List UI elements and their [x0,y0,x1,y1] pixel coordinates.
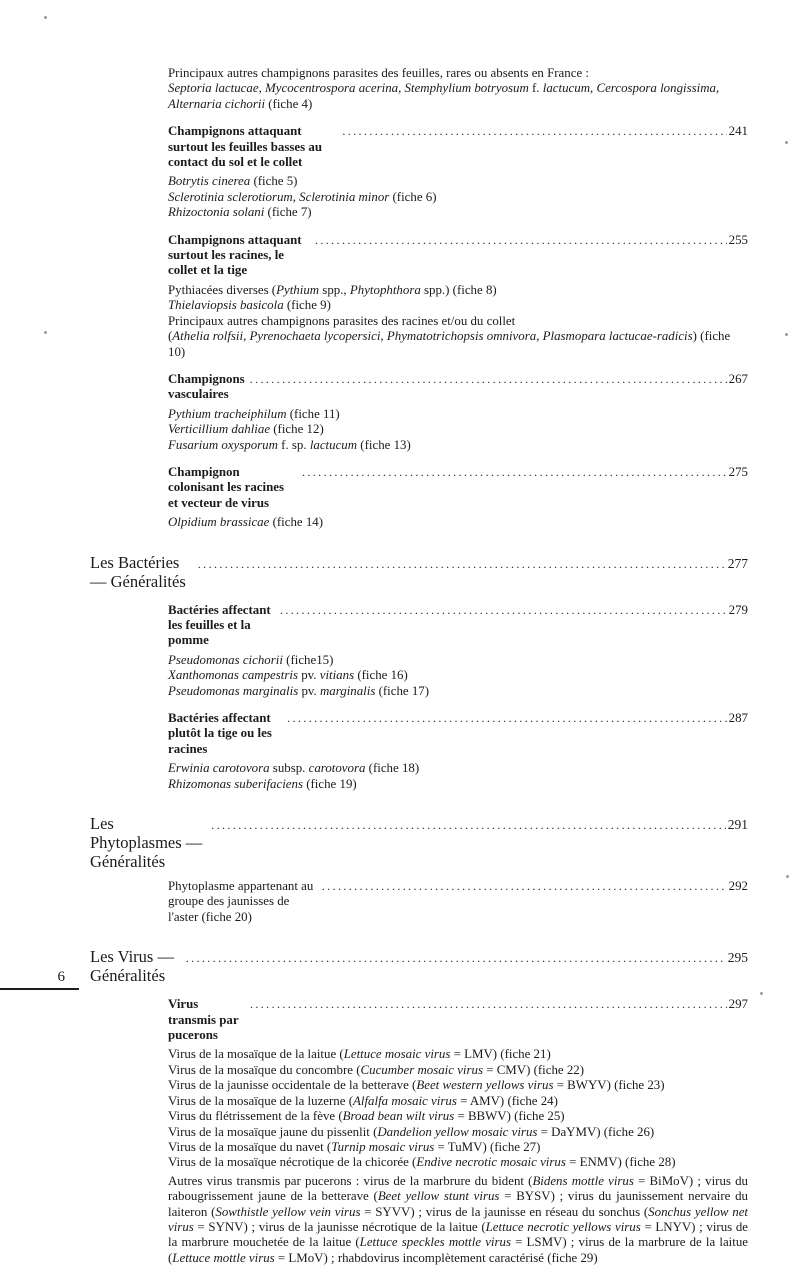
toc-entry [168,515,748,530]
toc-entry [168,298,748,313]
latin-name-italic: Septoria lactucae [168,81,259,96]
entry-text-run: f. [528,81,543,96]
toc-entry [168,777,748,792]
latin-name-italic: Erwinia carotovora [168,761,270,776]
entry-text [168,777,357,791]
entry-text-run: (fiche 6) [389,189,437,204]
toc-entry [168,761,748,776]
entry-text [168,1125,654,1139]
scan-speck [786,875,789,878]
toc-entry [168,1125,748,1140]
entry-text-run: = TuMV) (fiche 27) [434,1139,541,1154]
entry-text-run: (fiche15) [282,652,334,667]
toc-entry [168,314,748,329]
latin-name-italic: Rhizomonas suberifaciens [168,776,303,791]
scan-speck [760,992,763,995]
scan-speck [44,16,47,19]
latin-name-italic: Stemphylium botryosum [404,81,529,96]
entry-text-run: , [590,81,597,96]
dotted-leader [322,879,727,894]
entry-text-run: Phytoplasme appartenant au groupe des jaunisses de l'aster (fiche 20) [168,879,314,924]
latin-name-italic: Thielaviopsis basicola [168,298,284,313]
entry-text-run: = BYSV) ; virus du jaunissement nervaire du laiteron ( [168,1189,748,1219]
entry-text-run: = ENMV) (fiche 28) [565,1155,676,1170]
entry-text: Virus transmis par pucerons [168,997,239,1043]
entry-text-run: (fiche 9) [283,298,331,313]
toc-section-heading [90,553,748,591]
latin-name-italic: marginalis [319,683,376,698]
entry-text: Champignons attaquant surtout les racines, le collet et la tige [168,232,302,278]
entry-text-run: ) (fiche 10) [168,329,731,359]
dotted-leader [198,553,726,574]
entry-text [168,329,730,358]
entry-text-run: Principaux autres champignons parasites des racines et/ou du collet [168,313,516,328]
entry-text-run: = LMV) (fiche 21) [450,1047,551,1062]
toc-entry [168,1140,748,1155]
entry-text: Champignons vasculaires [168,371,245,402]
entry-text-run: , [243,329,250,344]
entry-text [168,653,333,667]
scan-speck [44,331,47,334]
toc-page-number: 291 [727,817,748,833]
latin-name-italic: Olpidium brassicae [168,515,270,530]
dotted-leader [287,711,727,726]
latin-name-italic: Turnip mosaic virus [331,1139,435,1154]
entry-text-run: Virus de la mosaïque du navet ( [168,1139,332,1154]
entry-text: Champignons attaquant surtout les feuilles basses au contact du sol et le collet [168,124,322,170]
entry-text [168,174,297,188]
latin-name-italic: Endive necrotic mosaic virus [416,1155,566,1170]
entry-text-run: f. sp. [277,437,310,452]
latin-name-italic: Phymatotrichopsis omnivora [386,329,537,344]
latin-name-italic: Cercospora longissima [596,81,716,96]
entry-text [168,81,719,110]
entry-text-run: Virus de la mosaïque jaune du pissenlit ( [168,1124,378,1139]
entry-text [168,205,312,219]
entry-text-run: , [715,81,720,96]
latin-name-italic: Plasmopara lactucae-radicis [542,329,693,344]
entry-text-run: pv. [298,683,320,698]
latin-name-italic: Pythium tracheiphilum [168,406,287,421]
latin-name-italic: Lettuce mottle virus [172,1250,275,1265]
entry-text-run: = SYVV) ; virus de la jaunisse en réseau du sonchus ( [360,1204,649,1219]
toc-entry [168,438,748,453]
entry-text-run: , [258,81,266,96]
latin-name-italic: Sclerotinia minor [299,189,390,204]
entry-text [168,684,429,698]
entry-text [168,1047,551,1061]
latin-name-italic: Sowthistle yellow vein virus [215,1204,361,1219]
latin-name-italic: Cucumber mosaic virus [360,1062,483,1077]
toc-page-number: 267 [728,371,748,386]
toc-page-number: 295 [727,950,748,966]
toc-sub-heading [168,711,748,757]
toc-entry [168,1078,748,1093]
toc-page-number: 255 [728,232,748,247]
toc-sub-heading [168,372,748,403]
dotted-leader [280,603,727,618]
entry-text [168,407,340,421]
latin-name-italic: Alternaria cichorii [168,96,266,111]
latin-name-italic: Broad bean wilt virus [342,1109,455,1124]
entry-text-run: (fiche 16) [354,668,408,683]
toc-sub-heading [168,124,748,170]
toc-entry [168,190,748,205]
toc-sub-heading [168,997,748,1043]
toc-entry [168,653,748,668]
entry-text-run: (fiche 19) [303,776,357,791]
latin-name-italic: Xanthomonas campestris [168,668,298,683]
entry-text-run: , [536,329,543,344]
latin-name-italic: lactucum [309,437,358,452]
toc-page-number: 287 [728,711,748,725]
entry-text-run: , [292,189,300,204]
latin-name-italic: Lettuce speckles mottle virus [359,1235,511,1250]
latin-name-italic: carotovora [308,761,366,776]
toc-entry [168,684,748,699]
latin-name-italic: Alfalfa mosaic virus [353,1093,457,1108]
entry-text-run: = BBWV) (fiche 25) [454,1109,565,1124]
entry-text-run: Virus de la mosaïque de la luzerne ( [168,1093,353,1108]
entry-text: Les Virus — Généralités [90,947,174,986]
entry-text: Bactéries affectant les feuilles et la pomme [168,602,271,648]
toc-entry [168,422,748,437]
entry-text [168,761,419,775]
toc-entry [168,1109,748,1124]
footer-page-number: 6 [0,969,79,990]
latin-name-italic: Botrytis cinerea [168,174,251,189]
entry-text [168,879,317,925]
toc-section-heading [90,814,748,871]
latin-name-italic: Sonchus yellow net virus [168,1204,749,1234]
latin-name-italic: Fusarium oxysporum [168,437,278,452]
latin-name-italic: Sclerotinia sclerotiorum [168,189,293,204]
entry-text-run: (fiche 11) [286,406,340,421]
entry-text-run: (fiche 17) [375,683,430,698]
entry-text [168,190,437,204]
entry-text: Bactéries affectant plutôt la tige ou les racines [168,711,272,756]
entry-text-run: (fiche 4) [265,96,313,111]
entry-text-run: Pythiacées diverses ( [168,282,277,297]
entry-text-run: Principaux autres champignons parasites des feuilles, rares ou absents en France : [168,66,589,80]
dotted-leader [211,814,726,835]
toc-entry [168,668,748,683]
entry-text: Champignon colonisant les racines et vecteur de virus [168,464,285,510]
toc-entry [168,407,748,422]
toc-section-heading [90,947,748,985]
toc-entry [168,1094,748,1109]
entry-text [168,1078,665,1092]
entry-text [168,66,589,80]
entry-text [168,314,515,328]
entry-text: Les Bactéries — Généralités [90,552,186,591]
dotted-leader [186,947,726,968]
entry-text [168,298,331,312]
latin-name-italic: Phytophthora [349,282,421,297]
toc-entry [168,174,748,189]
toc-entry [168,66,748,81]
entry-text-run: = DaYMV) (fiche 26) [537,1124,655,1139]
entry-text: Les Phytoplasmes — Généralités [90,814,203,872]
entry-text-run: Virus de la mosaïque de la laitue ( [168,1047,344,1062]
latin-name-italic: Lettuce necrotic yellows virus [485,1219,641,1234]
entry-text-run: , [380,329,387,344]
entry-text-run: (fiche 14) [269,515,324,530]
entry-text-run: , [398,81,405,96]
toc-page-number: 292 [728,879,748,894]
latin-name-italic: Beet yellow stunt virus [377,1189,500,1204]
toc-page-number: 275 [728,464,748,479]
toc-page-number: 241 [728,124,748,139]
scan-speck [785,141,788,144]
toc-page-number: 277 [727,555,748,571]
entry-text-run: subsp. [269,761,309,776]
toc-sub-heading [168,465,748,511]
entry-text-run: Autres virus transmis par pucerons : virus de la marbrure du bident ( [168,1173,533,1188]
entry-text-run: = LSMV) ; virus de la marbrure de la laitue ( [168,1235,748,1265]
latin-name-italic: Lettuce mosaic virus [343,1047,451,1062]
entry-text [168,668,408,682]
toc-entry [168,1155,748,1170]
toc-paragraph [168,1174,748,1266]
entry-text-run: (fiche 13) [357,437,411,452]
entry-text-run: spp.) (fiche 8) [420,282,497,297]
latin-name-italic: Bidens mottle virus [532,1173,634,1188]
scan-speck [785,333,788,336]
latin-name-italic: Rhizoctonia solani [168,205,265,220]
entry-text-run: = LMoV) ; rhabdovirus incomplètement caractérisé (fiche 29) [274,1250,598,1265]
entry-text-run: Virus de la mosaïque du concombre ( [168,1062,361,1077]
toc-entry [168,1047,748,1062]
toc-page-number: 279 [728,602,748,617]
latin-name-italic: Dandelion yellow mosaic virus [377,1124,538,1139]
entry-text-run: = SYNV) ; virus de la jaunisse nécrotique de la laitue ( [193,1219,486,1234]
entry-text-run: Virus du flétrissement de la fève ( [168,1109,343,1124]
latin-name-italic: lactucum [542,81,591,96]
entry-text [168,1109,565,1123]
toc-entry [168,329,748,360]
entry-text [168,1140,540,1154]
entry-text-run: = LNYV) ; virus de la marbrure mouchetée de la laitue ( [168,1219,749,1250]
entry-text [168,283,497,297]
entry-text [168,1155,676,1169]
entry-text-run: spp., [319,282,350,297]
entry-text [168,1063,584,1077]
toc-page-number: 297 [728,997,748,1012]
toc-entry [168,283,748,298]
entry-text [168,515,323,529]
entry-text-run: = AMV) (fiche 24) [456,1093,558,1108]
latin-name-italic: Athelia rolfsii [172,329,244,344]
latin-name-italic: Pseudomonas marginalis [168,683,299,698]
dotted-leader [315,233,727,248]
latin-name-italic: Verticillium dahliae [168,422,271,437]
entry-text-run: = BiMoV) ; virus du rabougrissement jaune de la betterave ( [168,1173,748,1204]
entry-text-run: (fiche 12) [270,422,324,437]
latin-name-italic: Pyrenochaeta lycopersici [249,329,381,344]
entry-text-run: Virus de la mosaïque nécrotique de la chicorée ( [168,1155,417,1170]
toc-entry [168,205,748,220]
toc-entry [168,879,748,925]
latin-name-italic: Pseudomonas cichorii [168,652,283,667]
latin-name-italic: vitians [319,668,355,683]
latin-name-italic: Mycocentrospora acerina [265,81,399,96]
entry-text-run: (fiche 18) [365,761,420,776]
entry-text-run: = BWYV) (fiche 23) [553,1078,665,1093]
toc-sub-heading [168,603,748,649]
entry-text-run: pv. [297,668,320,683]
entry-text [168,422,324,436]
entry-text-run: (fiche 7) [264,205,312,220]
latin-name-italic: Beet western yellows virus [416,1078,554,1093]
entry-text [168,438,411,452]
entry-text [168,1094,558,1108]
dotted-leader [250,372,727,387]
dotted-leader [250,997,727,1012]
toc-entry [168,1063,748,1078]
toc-sub-heading [168,233,748,279]
entry-text-run: ( [168,329,173,344]
toc-list [90,66,748,1266]
dotted-leader [342,124,726,139]
dotted-leader [302,465,727,480]
entry-text-run: Virus de la jaunisse occidentale de la betterave ( [168,1078,417,1093]
toc-entry [168,81,748,112]
entry-text-run: = CMV) (fiche 22) [482,1062,585,1077]
entry-text-run: (fiche 5) [250,174,298,189]
latin-name-italic: Pythium [276,282,320,297]
entry-text [168,1174,748,1265]
